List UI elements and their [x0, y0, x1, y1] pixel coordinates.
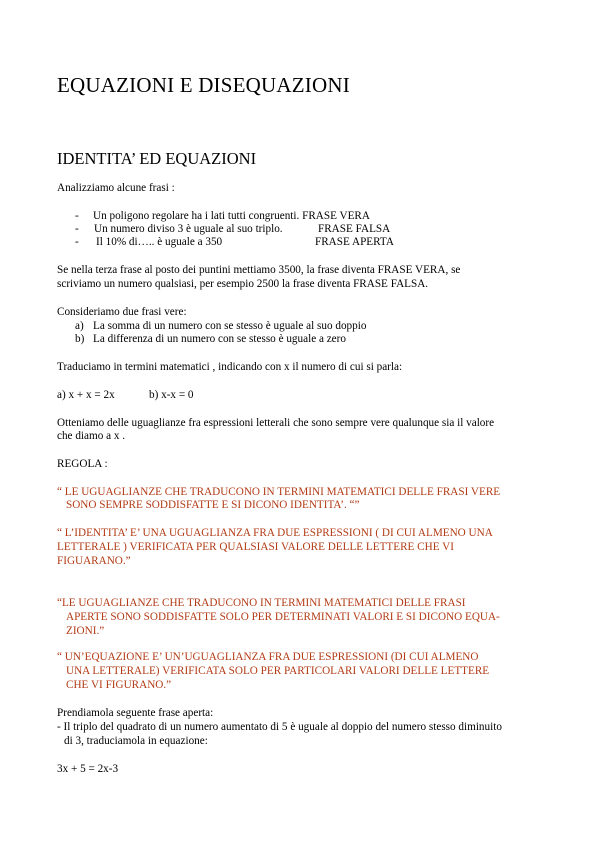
rule-line: APERTE SONO SODDISFATTE SOLO PER DETERMINATI VALORI E SI DICONO EQUA-: [66, 611, 500, 623]
phrase-tag: FRASE APERTA: [315, 236, 394, 248]
paragraph-line: Otteniamo delle uguaglianze fra espressioni letterali che sono sempre vere qualunque sia il valore: [57, 417, 495, 429]
phrase-text: Il 10% di….. è uguale a 350: [96, 236, 223, 248]
intro-text: Analizziamo alcune frasi :: [57, 182, 175, 194]
list-label: a): [75, 320, 84, 332]
translate-text: Traduciamo in termini matematici , indicando con x il numero di cui si parla:: [57, 361, 403, 373]
rule-line: ZIONI.”: [66, 625, 105, 637]
open-intro: Prendiamola seguente frase aperta:: [57, 707, 214, 719]
section-title: IDENTITA’ ED EQUAZIONI: [57, 149, 257, 168]
phrase-text: Un numero diviso 3 è uguale al suo triplo.: [94, 223, 283, 235]
bullet: -: [75, 210, 79, 222]
phrase-tag: FRASE FALSA: [318, 223, 391, 235]
rule-line: LETTERALE ) VERIFICATA PER QUALSIASI VALORE DELLE LETTERE CHE VI: [57, 541, 454, 553]
equation-a: a) x + x = 2x: [57, 389, 115, 401]
list-text: La differenza di un numero con se stesso è uguale a zero: [93, 333, 346, 345]
open-text-line: - Il triplo del quadrato di un numero aumentato di 5 è uguale al doppio del numero stesso diminuito: [57, 721, 502, 733]
paragraph-line: che diamo a x .: [57, 430, 126, 442]
phrase-item: [75, 236, 222, 249]
list-label: b): [75, 333, 85, 345]
rule-line: “ UN’EQUAZIONE E’ UN’UGUAGLIANZA FRA DUE ESPRESSIONI (DI CUI ALMENO: [57, 651, 479, 663]
final-equation: 3x + 5 = 2x-3: [57, 763, 119, 775]
open-text-line: di 3, traduciamola in equazione:: [64, 735, 208, 747]
rule-line: UNA LETTERALE) VERIFICATA SOLO PER PARTICOLARI VALORI DELLE LETTERE: [66, 665, 490, 677]
paragraph-line: Se nella terza frase al posto dei puntini mettiamo 3500, la frase diventa FRASE VERA, se: [57, 264, 461, 276]
equation-b: b) x-x = 0: [149, 389, 194, 401]
rule-line: CHE VI FIGURANO.”: [66, 679, 172, 691]
list-text: La somma di un numero con se stesso è uguale al suo doppio: [93, 320, 367, 332]
paragraph-line: scriviamo un numero qualsiasi, per esempio 2500 la frase diventa FRASE FALSA.: [57, 278, 429, 290]
bullet: -: [75, 223, 79, 235]
rule-line: SONO SEMPRE SODDISFATTE E SI DICONO IDENTITA’. “”: [66, 499, 360, 511]
list-item: [75, 333, 346, 346]
phrase-text: Un poligono regolare ha i lati tutti congruenti. FRASE VERA: [93, 210, 370, 222]
rule-heading: REGOLA :: [57, 458, 108, 470]
phrase-item: [75, 223, 283, 236]
consider-text: Consideriamo due frasi vere:: [57, 306, 187, 318]
rule-line: “LE UGUAGLIANZE CHE TRADUCONO IN TERMINI MATEMATICI DELLE FRASI: [57, 597, 466, 609]
phrase-item: [75, 210, 370, 223]
list-item: [75, 320, 366, 333]
rule-line: “ L’IDENTITA’ E’ UNA UGUAGLIANZA FRA DUE ESPRESSIONI ( DI CUI ALMENO UNA: [57, 527, 493, 539]
bullet: -: [75, 236, 79, 248]
rule-line: “ LE UGUAGLIANZE CHE TRADUCONO IN TERMINI MATEMATICI DELLE FRASI VERE: [57, 486, 501, 498]
rule-line: FIGUARANO.”: [57, 555, 131, 567]
page-title: EQUAZIONI E DISEQUAZIONI: [57, 73, 350, 97]
